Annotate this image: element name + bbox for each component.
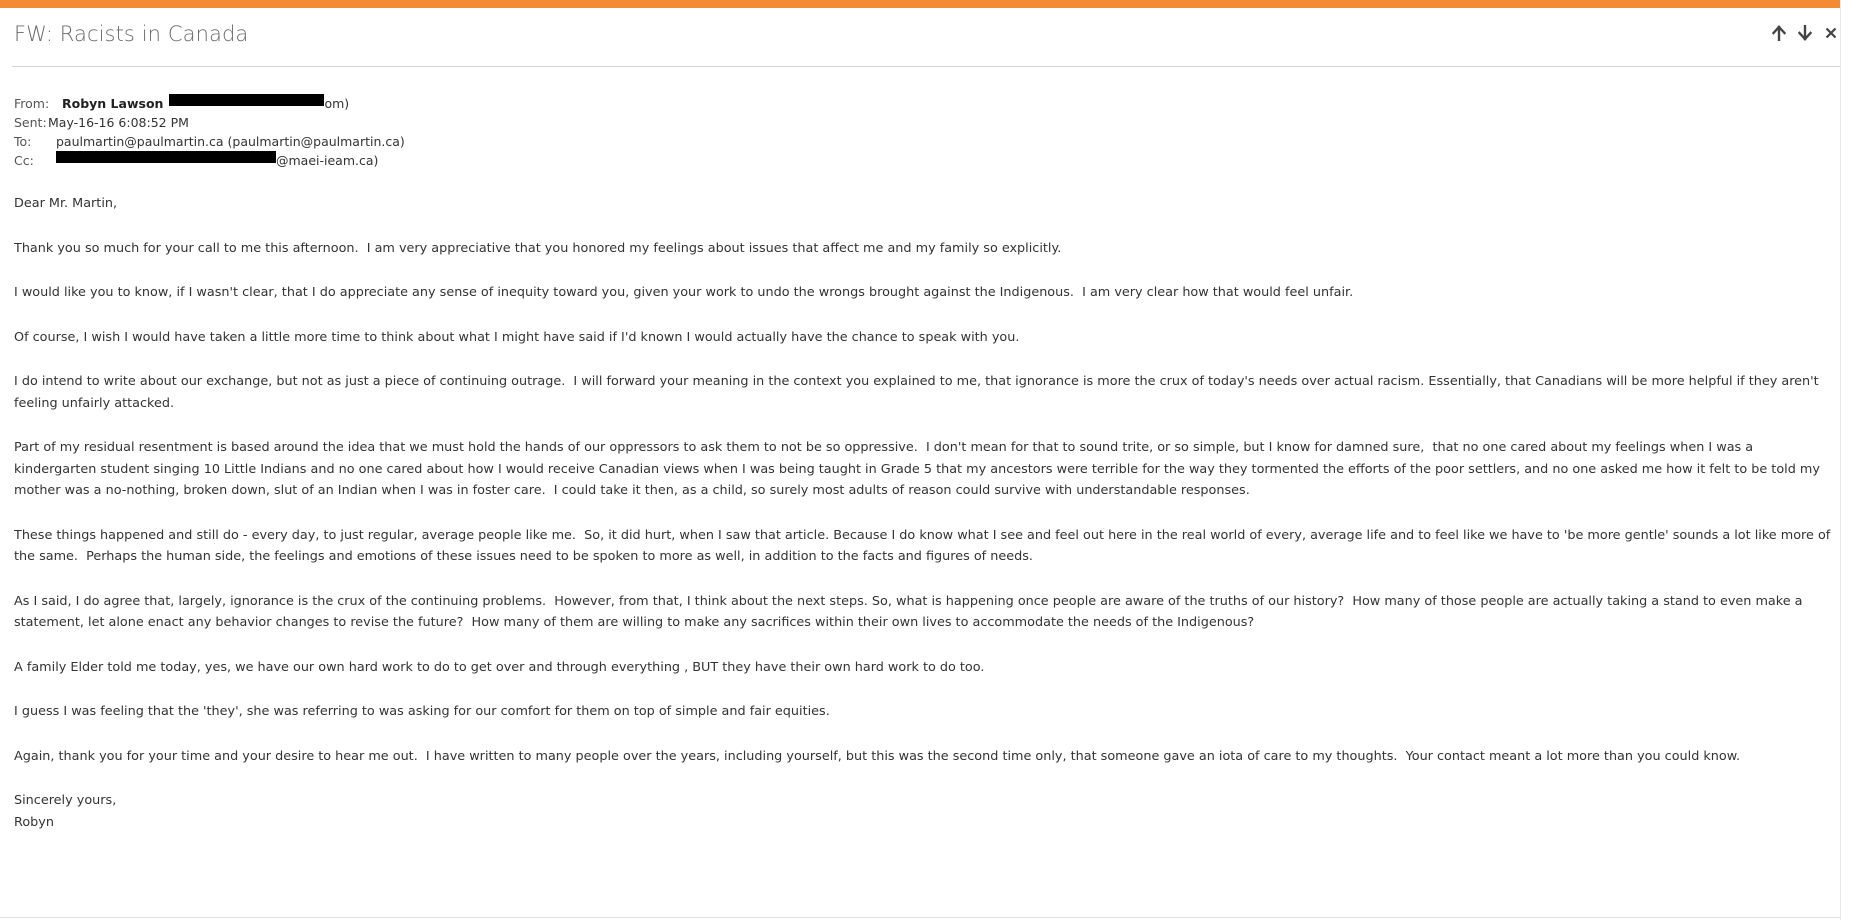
sender-name[interactable]: Robyn Lawson	[62, 96, 164, 111]
cc-row	[14, 151, 405, 170]
to-recipient[interactable]: paulmartin@paulmartin.ca (paulmartin@paulmartin.ca)	[56, 134, 405, 149]
sent-value: May-16-16 6:08:52 PM	[48, 115, 189, 130]
next-message-button[interactable]	[1796, 20, 1814, 46]
body-paragraph: I would like you to know, if I wasn't clear, that I do appreciate any sense of inequity toward you, given your work to undo the wrongs brought against the Indigenous. I am very clear how that would feel unfair.	[14, 285, 1354, 300]
bottom-divider	[0, 917, 1840, 918]
body-paragraph: I do intend to write about our exchange, but not as just a piece of continuing outrage. I will forward your meaning in the context you explained to me, that ignorance is more the crux of today's needs over actual racism. Essentially, that Canadians will be more helpful if they aren't feeling unfairly attacked.	[14, 374, 1823, 411]
scroll-edge	[1840, 0, 1841, 920]
body-paragraph: Again, thank you for your time and your desire to hear me out. I have written to many people over the years, including yourself, but this was the second time only, that someone gave an iota of care to my thoughts. Your contact meant a lot more than you could know.	[14, 748, 1741, 764]
body-paragraph: Thank you so much for your call to me this afternoon. I am very appreciative that you honored my feelings about issues that affect me and my family so explicitly.	[14, 240, 1062, 256]
message-subject: FW: Racists in Canada	[14, 22, 249, 46]
from-label: From:	[14, 96, 50, 111]
body-paragraph: A family Elder told me today, yes, we have our own hard work to do to get over and through everything , BUT they have their own hard work to do too.	[14, 659, 985, 675]
message-body	[14, 193, 1834, 833]
arrow-up-icon	[1772, 25, 1786, 41]
body-paragraph: Part of my residual resentment is based around the idea that we must hold the hands of our oppressors to ask them to not be so oppressive. I don't mean for that to sound trite, or so simple, but I know for damned sure, that no one cared about my feelings when I was a kindergarten student singing 10 Little Indians and no one cared about how I would receive Canadian views when I was being taught in Grade 5 that my ancestors were terrible for the way they tormented the efforts of the poor settlers, and no one asked me how it felt to be told my mother was a no-nothing, broken down, slut of an Indian when I was in foster care. I could take it then, as a child, so surely most adults of reason could survive with understandable responses.	[14, 440, 1825, 498]
title-divider	[12, 66, 1840, 67]
body-paragraph: Of course, I wish I would have taken a little more time to think about what I might have said if I'd known I would actually have the chance to speak with you.	[14, 329, 1020, 345]
to-label: To:	[14, 134, 32, 149]
message-header	[14, 94, 405, 170]
sent-row	[14, 113, 405, 132]
redacted-cc	[56, 151, 276, 163]
from-suffix: om)	[324, 96, 350, 111]
body-paragraph: As I said, I do agree that, largely, ignorance is the crux of the continuing problems. However, from that, I think about the next steps. So, what is happening once people are aware of the truths of our history? How many of those people are actually taking a stand to even make a statement, let alone enact any behavior changes to revise the future? How many of them are willing to make any sacrifices within their own lives to accommodate the needs of the Indigenous?	[14, 593, 1807, 630]
arrow-down-icon	[1798, 25, 1812, 41]
cc-suffix[interactable]: @maei-ieam.ca)	[276, 153, 379, 168]
redacted-email	[169, 94, 324, 106]
cc-label: Cc:	[14, 153, 34, 168]
sent-label: Sent:	[14, 115, 47, 130]
accent-bar	[0, 0, 1840, 8]
signature: Robyn	[14, 814, 54, 830]
previous-message-button[interactable]	[1770, 20, 1788, 46]
greeting: Dear Mr. Martin,	[14, 196, 118, 211]
body-paragraph: I guess I was feeling that the 'they', she was referring to was asking for our comfort for them on top of simple and fair equities.	[14, 704, 830, 719]
closing: Sincerely yours,	[14, 793, 117, 808]
message-title-row	[0, 8, 1840, 68]
to-row	[14, 132, 405, 151]
message-nav	[1770, 20, 1840, 46]
close-icon	[1825, 27, 1837, 39]
body-paragraph: These things happened and still do - every day, to just regular, average people like me. So, it did hurt, when I saw that article. Because I do know what I see and feel out here in the real world of every, average life and to feel like we have to 'be more gentle' sounds a lot like more of the same. Perhaps the human side, the feelings and emotions of these issues need to be spoken to more as well, in addition to the facts and figures of needs.	[14, 527, 1835, 564]
close-message-button[interactable]	[1822, 20, 1840, 46]
from-row	[14, 94, 405, 113]
